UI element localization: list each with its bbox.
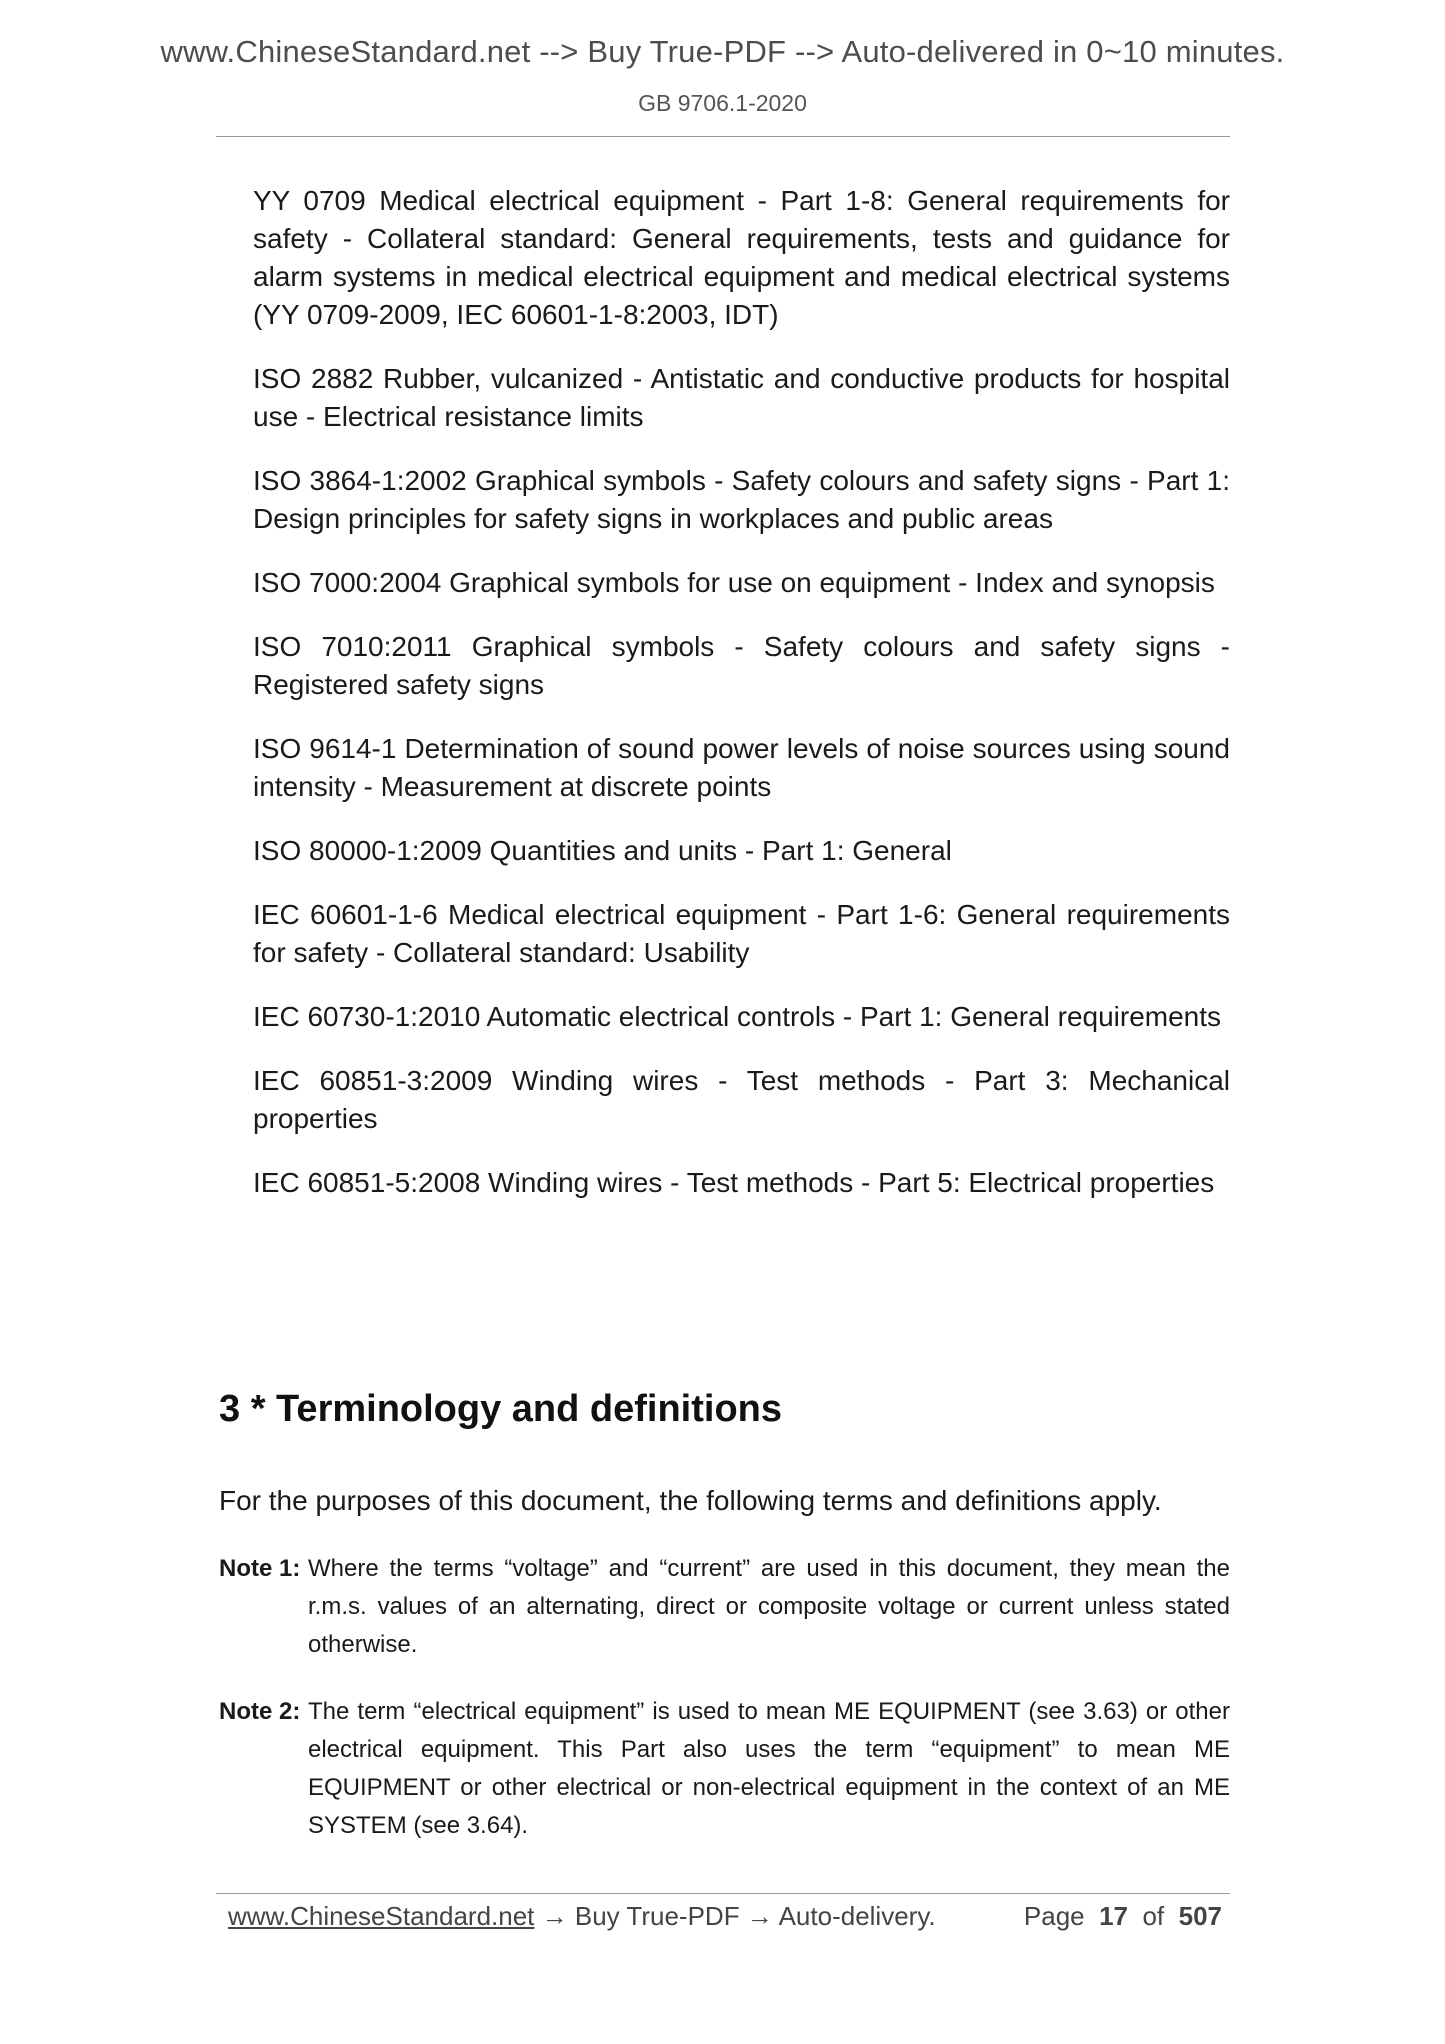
note-1 <box>219 1550 1230 1664</box>
reference-item: IEC 60851-5:2008 Winding wires - Test methods - Part 5: Electrical properties <box>253 1167 1215 1198</box>
page-indicator <box>1024 1898 1222 1934</box>
page-total: 507 <box>1178 1901 1222 1931</box>
reference-item: YY 0709 Medical electrical equipment - Part 1-8: General requirements for safety - Collateral standard: General requirements, tests and guidance for alarm systems in medical electrical equipment and medical electrical systems (YY 0709-2009, IEC 60601-1-8:2003, IDT) <box>253 185 1230 330</box>
header-divider <box>216 136 1230 137</box>
section-heading: 3 * Terminology and definitions <box>219 1388 783 1430</box>
footer-site-link[interactable]: www.ChineseStandard.net <box>228 1901 535 1931</box>
reference-item: IEC 60851-3:2009 Winding wires - Test methods - Part 3: Mechanical properties <box>253 1065 1230 1134</box>
note-label: Note 2: <box>219 1698 301 1725</box>
page-current: 17 <box>1099 1901 1129 1931</box>
reference-item: IEC 60730-1:2010 Automatic electrical controls - Part 1: General requirements <box>253 1001 1222 1032</box>
reference-item: ISO 3864-1:2002 Graphical symbols - Safety colours and safety signs - Part 1: Design principles for safety signs in workplaces and public areas <box>253 465 1230 534</box>
site-banner: www.ChineseStandard.net --> Buy True-PDF --> Auto-delivered in 0~10 minutes. <box>160 34 1285 69</box>
footer-divider <box>216 1893 1230 1894</box>
note-label: Note 1: <box>219 1555 301 1582</box>
normative-references-list <box>253 182 1230 1228</box>
reference-item: ISO 9614-1 Determination of sound power levels of noise sources using sound intensity - Measurement at discrete points <box>253 733 1230 802</box>
reference-item: ISO 2882 Rubber, vulcanized - Antistatic and conductive products for hospital use - Electrical resistance limits <box>253 363 1230 432</box>
footer-delivery-text: → Buy True-PDF → Auto-delivery. <box>541 1901 936 1931</box>
note-text: Where the terms “voltage” and “current” are used in this document, they mean the r.m.s. values of an alternating, direct or composite voltage or current unless stated otherwise. <box>308 1555 1230 1658</box>
reference-item: IEC 60601-1-6 Medical electrical equipment - Part 1-6: General requirements for safety - Collateral standard: Usability <box>253 899 1230 968</box>
note-2 <box>219 1693 1230 1845</box>
page-of: of <box>1142 1901 1165 1931</box>
standard-code: GB 9706.1-2020 <box>638 90 807 116</box>
reference-item: ISO 7010:2011 Graphical symbols - Safety colours and safety signs - Registered safety signs <box>253 631 1230 700</box>
reference-item: ISO 7000:2004 Graphical symbols for use on equipment - Index and synopsis <box>253 567 1215 598</box>
page-footer <box>228 1898 1222 1934</box>
reference-item: ISO 80000-1:2009 Quantities and units - Part 1: General <box>253 835 952 866</box>
note-text: The term “electrical equipment” is used to mean ME EQUIPMENT (see 3.63) or other electrical equipment. This Part also uses the term “equipment” to mean ME EQUIPMENT or other electrical or non-electrical equipment in the context of an ME SYSTEM (see 3.64). <box>308 1698 1230 1839</box>
page-label: Page <box>1023 1901 1085 1931</box>
section-intro: For the purposes of this document, the following terms and definitions apply. <box>219 1485 1162 1516</box>
